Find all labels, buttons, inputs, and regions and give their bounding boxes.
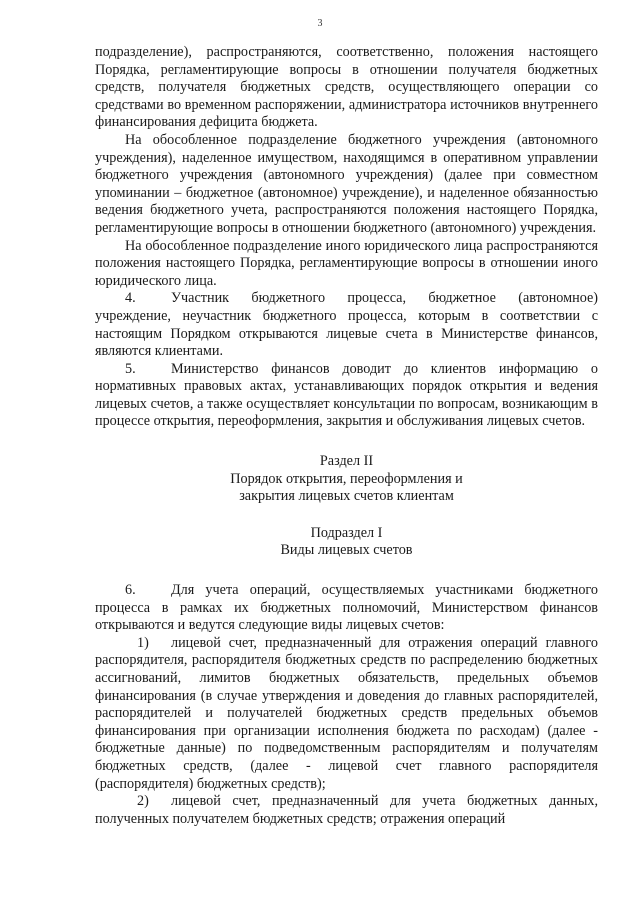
subitem-1	[95, 635, 598, 793]
item-5-text: Министерство финансов доводит до клиентов информацию о нормативных правовых актах, устанавливающих порядок открытия и ведения лицевых счетов, а также осуществляет консультации по вопросам, возникающим в процессе открытия, переоформления, закрытия и обслуживания лицевых счетов.	[95, 360, 598, 430]
item-4-number: 4.	[125, 290, 136, 307]
section-heading	[95, 453, 598, 506]
item-6-text: Для учета операций, осуществляемых участниками бюджетного процесса в рамках их бюджетных полномочий, Министерством финансов открываются и ведутся следующие виды лицевых счетов:	[95, 582, 598, 634]
item-4-text: Участник бюджетного процесса, бюджетное (автономное) учреждение, неучастник бюджетного процесса, которым в соответствии с настоящим Порядком открываются лицевые счета в Министерстве финансов, являются клиентами.	[95, 290, 598, 360]
subsection-title: Виды лицевых счетов	[280, 542, 413, 559]
subsection-label: Подраздел I	[310, 524, 383, 541]
item-4	[95, 290, 598, 360]
subsection-heading	[95, 525, 598, 560]
item-6-number: 6.	[125, 582, 136, 599]
item-5-number: 5.	[125, 360, 136, 377]
item-5	[95, 361, 598, 431]
subitem-2-text: лицевой счет, предназначенный для учета бюджетных данных, полученных получателем бюджетных средств; отражения операций	[95, 793, 598, 827]
subitem-2	[95, 793, 598, 828]
subitem-2-number: 2)	[137, 793, 149, 810]
document-body	[95, 44, 598, 828]
paragraph-continuation: подразделение), распространяются, соответственно, положения настоящего Порядка, регламентирующие вопросы в отношении получателя бюджетных средств, получателя бюджетных средств, осуществляющего операции со средствами во временном распоряжении, администратора источников внутреннего финансирования дефицита бюджета.	[95, 44, 598, 131]
section-title-line2: закрытия лицевых счетов клиентам	[239, 488, 454, 505]
paragraph-other-legal-entity: На обособленное подразделение иного юридического лица распространяются положения настоящего Порядка, регламентирующие вопросы в отношении иного юридического лица.	[95, 237, 598, 289]
page-number: 3	[317, 18, 323, 29]
paragraph-budget-institution: На обособленное подразделение бюджетного учреждения (автономного учреждения), наделенное имуществом, находящимся в оперативном управлении бюджетного учреждения (автономного учреждения) (далее при совместном упоминании – бюджетное (автономное) учреждение), и наделенное обязанностью ведения бюджетного учета, распространяются положения настоящего Порядка, регламентирующие вопросы в отношении бюджетного (автономного) учреждения.	[95, 131, 598, 236]
subitem-1-text: лицевой счет, предназначенный для отражения операций главного распорядителя, распорядителя бюджетных средств по распределению бюджетных ассигнований, лимитов бюджетных обязательств, предельных объемов финансирования (в случае утверждения и доведения до главных распорядителей, распорядителей и получателей бюджетных средств предельных объемов финансирования при организации исполнения бюджета по расходам) (далее - бюджетные данные) по подведомственным распорядителям и получателям бюджетных средств, (далее - лицевой счет главного распорядителя (распорядителя) бюджетных средств);	[95, 634, 598, 792]
section-title-line1: Порядок открытия, переоформления и	[230, 470, 463, 487]
section-label: Раздел II	[319, 453, 374, 470]
item-6	[95, 582, 598, 635]
subitem-1-number: 1)	[137, 634, 149, 651]
